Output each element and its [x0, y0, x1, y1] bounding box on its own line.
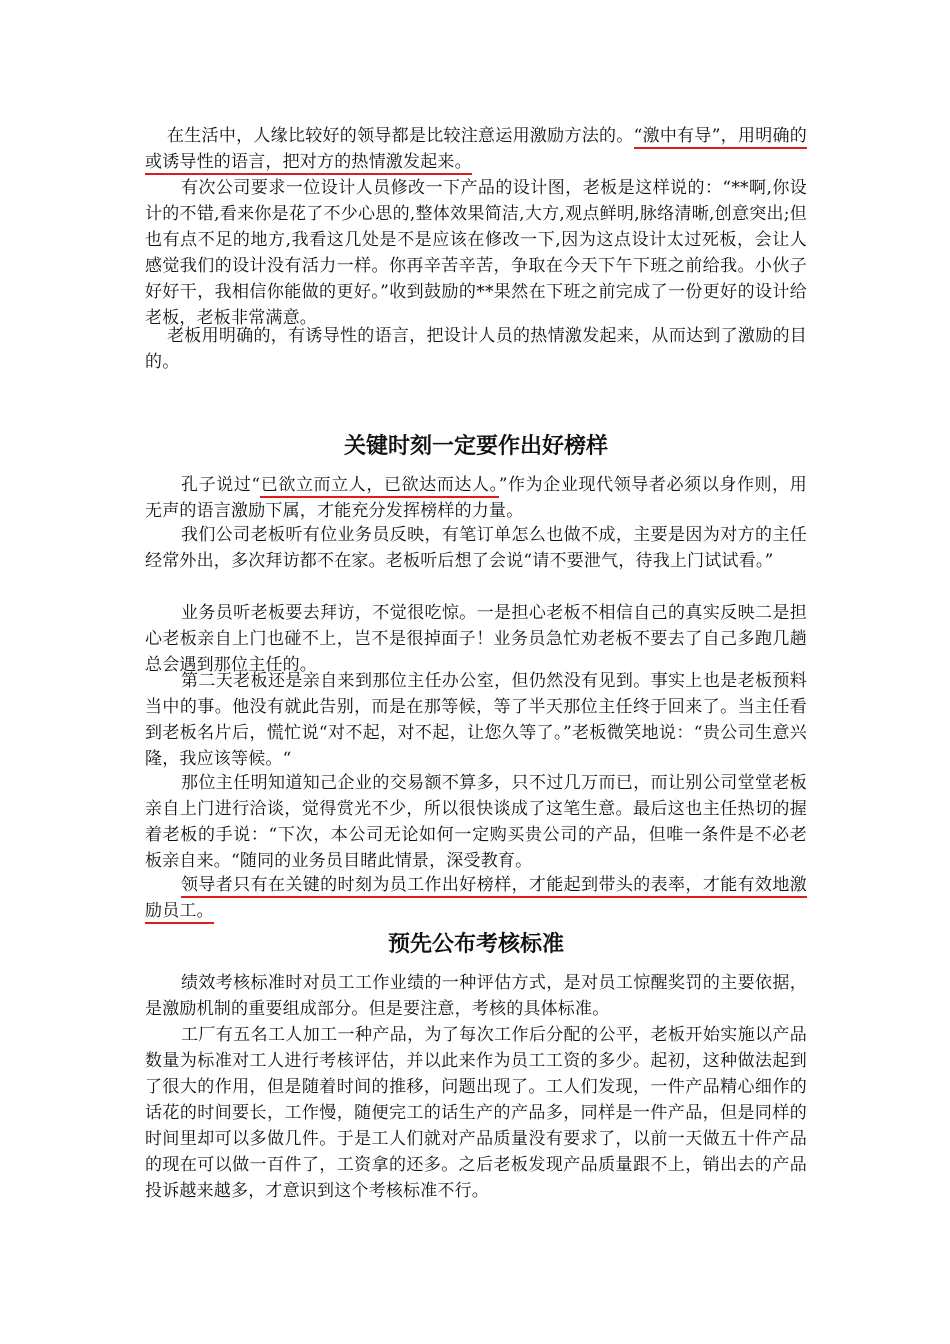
confucius-before: 孔子说过“ [181, 475, 261, 495]
intro-text: 在生活中，人缘比较好的领导都是比较注意运用激励方法的。 [167, 126, 634, 146]
paragraph-lesson [145, 872, 807, 924]
paragraph-conclusion: 老板用明确的，有诱导性的语言，把设计人员的热情激发起来，从而达到了激励的目的。 [145, 326, 807, 372]
paragraph-salesman-surprise: 业务员听老板要去拜访，不觉很吃惊。一是担心老板不相信自己的真实反映二是担心老板亲自上门也碰不上，岂不是很掉面子！业务员急忙劝老板不要去了自己多跑几趟总会遇到那位主任的。 [145, 603, 807, 675]
confucius-after: ”作为企业现代领导者必须以身作则，用无声的语言激励下属，才能充分发挥榜样的力量。 [145, 475, 807, 521]
paragraph-salesman-report: 我们公司老板听有位业务员反映，有笔订单怎么也做不成，主要是因为对方的主任经常外出，多次拜访都不在家。老板听后想了会说“请不要泄气，待我上门试试看。” [145, 525, 807, 571]
paragraph-factory-story: 工厂有五名工人加工一种产品，为了每次工作后分配的公平，老板开始实施以产品数量为标准对工人进行考核评估，并以此来作为员工工资的多少。起初，这种做法起到了很大的作用，但是随着时间的推移，问题出现了。工人们发现，一件产品精心细作的话花的时间要长，工作慢，随便完工的话生产的产品多，同样是一件产品，但是同样的时间里却可以多做几件。于是工人们就对产品质量没有要求了，以前一天做五十件产品的现在可以做一百件了，工资拿的还多。之后老板发现产品质量跟不上，销出去的产品投诉越来越多，才意识到这个考核标准不行。 [145, 1025, 807, 1201]
paragraph-intro [145, 123, 807, 175]
underlined-lesson: 领导者只有在关键的时刻为员工作出好榜样，才能起到带头的表率，才能有效地激励员工。 [145, 875, 807, 924]
paragraph-next-day: 第二天老板还是亲自来到那位主任办公室，但仍然没有见到。事实上也是老板预料当中的事。他没有就此告别，而是在那等候，等了半天那位主任终于回来了。当主任看到老板名片后，慌忙说“对不起，对不起，让您久等了。”老板微笑地说：“贵公司生意兴隆，我应该等候。“ [145, 671, 807, 769]
underlined-confucius-quote: 已欲立而立人，已欲达而达人。 [260, 475, 498, 498]
section-heading-role-model: 关键时刻一定要作出好榜样 [343, 434, 608, 459]
paragraph-designer-story: 有次公司要求一位设计人员修改一下产品的设计图，老板是这样说的：“**啊,你设计的不错,看来你是花了不少心思的,整体效果简洁,大方,观点鲜明,脉络清晰,创意突出;但也有点不足的地方,我看这几处是不是应该在修改一下,因为这点设计太过死板，会让人感觉我们的设计没有活力一样。你再辛苦辛苦，争取在今天下午下班之前给我。小伙子好好干，我相信你能做的更好。”收到鼓励的**果然在下班之前完成了一份更好的设计给老板，老板非常满意。 [145, 178, 807, 328]
paragraph-deal: 那位主任明知道知己企业的交易额不算多，只不过几万而已，而让别公司堂堂老板亲自上门进行洽谈，觉得赏光不少，所以很快谈成了这笔生意。最后这也主任热切的握着老板的手说：“下次，本公司无论如何一定购买贵公司的产品，但唯一条件是不必老板亲自来。“随同的业务员目睹此情景，深受教育。 [145, 773, 807, 871]
paragraph-assessment-intro: 绩效考核标准时对员工工作业绩的一种评估方式，是对员工惊醒奖罚的主要依据，是激励机制的重要组成部分。但是要注意，考核的具体标准。 [145, 973, 807, 1019]
paragraph-confucius [145, 472, 807, 524]
underlined-quote: “激中有导”，用明确的或诱导性的语言，把对方的热情激发起来。 [145, 126, 807, 175]
section-heading-assessment: 预先公布考核标准 [387, 932, 564, 957]
